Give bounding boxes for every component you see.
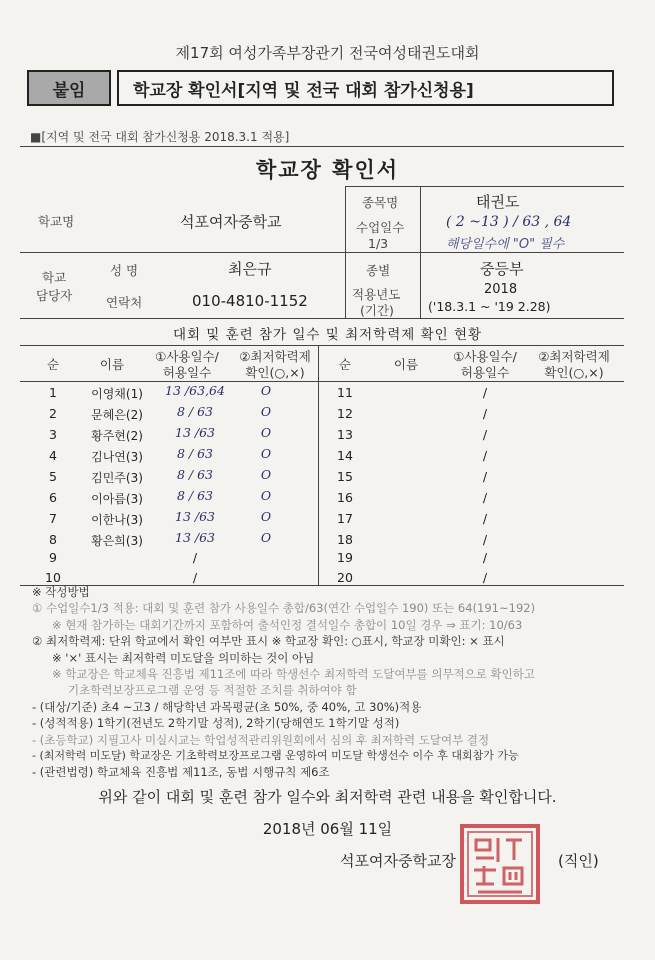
row-check: O: [260, 467, 272, 482]
col-header-no: 순: [338, 357, 352, 372]
issue-date: 2018년 06월 11일: [262, 820, 393, 838]
row-check: O: [260, 509, 272, 524]
row-name: 이아름(3): [91, 492, 143, 506]
row-no: 8: [49, 532, 57, 547]
row-check: O: [260, 446, 272, 461]
note-line: ※ 현재 참가하는 대회기간까지 포함하여 출석인정 결석일수 총합이 10일 경우 ⇒ 표기: 10/63: [52, 617, 523, 632]
note-line: - (최저학력 미도달) 학교장은 기초학력보장프로그램 운영하여 미도달 학생선수 이수 후 대회참가 가능: [32, 749, 519, 763]
row-name: 황주현(2): [91, 429, 143, 443]
form-title: 학교장 확인서: [255, 158, 400, 182]
row-no: 1: [49, 385, 57, 400]
school-name: 석포여자중학교: [180, 213, 282, 231]
year-period: ('18.3.1 ~ '19 2.28): [428, 299, 551, 314]
note-line: - (대상/기준) 초4 ~고3 / 해당학년 과목평균(초 50%, 중 40%, 고 30%)적용: [32, 699, 422, 714]
row-name: 이영채(1): [91, 387, 143, 401]
row-name: 문혜은(2): [91, 408, 143, 422]
official-seal-icon: [458, 822, 542, 906]
row-name: 황은희(3): [91, 534, 143, 548]
row-days: /: [482, 511, 488, 526]
contact-label: 연락처: [106, 295, 143, 310]
row-days: /: [192, 570, 198, 585]
note-line: 기초학력보장프로그램 운영 등 적절한 조치를 취하여야 함: [68, 683, 357, 698]
principal-signature: 석포여자중학교장: [340, 852, 456, 870]
row-no: 10: [45, 570, 61, 585]
col-header-days: ①사용일수/: [155, 349, 219, 364]
row-days: 13 /63: [175, 509, 215, 524]
row-no: 20: [337, 570, 353, 585]
writing-instructions: [32, 584, 632, 781]
name-value: 최은규: [228, 260, 272, 278]
note-line: ② 최저학력제: 단위 학교에서 확인 여부만 표시 ※ 학교장 확인: ○표시, 학교장 미확인: × 표시: [32, 634, 505, 649]
row-no: 15: [337, 469, 353, 484]
row-days: /: [482, 406, 488, 421]
row-days: /: [482, 385, 488, 400]
row-no: 6: [49, 490, 57, 505]
col-header-grade-2: 확인(○,×): [245, 365, 305, 380]
confirmation-statement: 위와 같이 대회 및 훈련 참가 일수와 최저학력 관련 내용을 확인합니다.: [98, 788, 557, 806]
row-days: /: [482, 469, 488, 484]
row-days: /: [482, 490, 488, 505]
attachment-tag: 붙임: [27, 70, 111, 106]
rule: [20, 252, 624, 253]
sport-label: 종목명: [362, 195, 399, 210]
note-line: ① 수업일수1/3 적용: 대회 및 훈련 참가 사용일수 총합/63(연간 수업일수 190) 또는 64(191~192): [32, 601, 536, 616]
rule: [20, 345, 624, 346]
note-line: - (초등학교) 지필고사 미실시교는 학업성적관리위원회에서 심의 후 최저학력 도달여부 결정: [32, 732, 490, 747]
event-title: 제17회 여성가족부장관기 전국여성태권도대회: [175, 44, 480, 62]
row-no: 9: [49, 550, 57, 565]
row-no: 11: [337, 385, 353, 400]
col-header-no: 순: [46, 357, 60, 372]
row-name: 김나연(3): [91, 450, 143, 464]
row-days: 8 / 63: [176, 446, 214, 461]
note-line: ※ '×' 표시는 최저학력 미도달을 의미하는 것이 아님: [52, 650, 315, 665]
row-no: 18: [337, 532, 353, 547]
row-days: 13 /63,64: [165, 383, 225, 398]
row-no: 12: [337, 406, 353, 421]
manager-label-2: 담당자: [36, 288, 73, 303]
manager-label: 학교: [42, 270, 67, 285]
row-days: /: [482, 448, 488, 463]
row-days: /: [482, 427, 488, 442]
row-check: O: [260, 425, 272, 440]
row-no: 5: [49, 469, 57, 484]
row-no: 2: [49, 406, 57, 421]
division-label: 종별: [366, 263, 391, 278]
col-header-grade-2: 확인(○,×): [544, 365, 604, 380]
table-title: 대회 및 훈련 참가 일수 및 최저학력제 확인 현황: [172, 327, 483, 343]
rule: [20, 318, 624, 319]
note-line: - (관련법령) 학교체육 진흥법 제11조, 동법 시행규칙 제6조: [32, 765, 330, 780]
form-reference: ■[지역 및 전국 대회 참가신청용 2018.3.1 적용]: [30, 130, 290, 144]
col-header-days-2: 허용일수: [460, 365, 510, 380]
attendance-ratio-label: 1/3: [368, 236, 389, 251]
sport-value: 태권도: [476, 193, 520, 211]
school-label: 학교명: [38, 214, 75, 229]
row-name: 이한나(3): [91, 513, 143, 527]
row-days: 13 /63: [175, 530, 215, 545]
row-check: O: [260, 404, 272, 419]
row-no: 7: [49, 511, 57, 526]
row-no: 19: [337, 550, 353, 565]
document-title: 학교장 확인서[지역 및 전국 대회 참가신청용]: [117, 70, 614, 106]
row-days: /: [192, 550, 198, 565]
row-no: 17: [337, 511, 353, 526]
row-no: 3: [49, 427, 57, 442]
row-no: 4: [49, 448, 57, 463]
col-header-days-2: 허용일수: [162, 365, 212, 380]
rule: [345, 186, 346, 318]
name-label: 성 명: [110, 263, 139, 278]
row-days: 8 / 63: [176, 404, 214, 419]
year-label: 적용년도: [352, 287, 401, 302]
rule: [20, 381, 624, 382]
rule: [318, 345, 319, 585]
rule: [345, 186, 624, 187]
row-days: /: [482, 550, 488, 565]
row-days: /: [482, 532, 488, 547]
col-header-days: ①사용일수/: [453, 349, 517, 364]
row-no: 14: [337, 448, 353, 463]
row-no: 13: [337, 427, 353, 442]
notes-heading: ※ 작성방법: [32, 585, 90, 599]
attendance-label: 수업일수: [356, 220, 405, 235]
note-line: ※ 학교장은 학교체육 진흥법 제11조에 따라 학생선수 최저학력 도달여부를 의무적으로 확인하고: [52, 667, 535, 682]
year-label-2: (기간): [360, 303, 394, 318]
col-header-grade: ②최저학력제: [239, 349, 311, 364]
attendance-value: ( 2 ~13 ) / 63 , 64: [446, 214, 572, 230]
col-header-name: 이름: [393, 357, 419, 372]
col-header-name: 이름: [99, 357, 125, 372]
year-value: 2018: [484, 282, 518, 297]
row-days: 8 / 63: [176, 467, 214, 482]
row-days: 8 / 63: [176, 488, 214, 503]
row-days: /: [482, 570, 488, 585]
row-no: 16: [337, 490, 353, 505]
note-line: - (성적적용) 1학기(전년도 2학기말 성적), 2학기(당해연도 1학기말 성적): [32, 716, 400, 731]
row-check: O: [260, 488, 272, 503]
row-days: 13 /63: [175, 425, 215, 440]
rule-top: [20, 146, 624, 147]
rule: [420, 186, 421, 318]
row-name: 김민주(3): [91, 471, 143, 485]
row-check: O: [260, 530, 272, 545]
attendance-note: 해당일수에 "O" 필수: [446, 237, 565, 252]
row-check: O: [260, 383, 272, 398]
seal-label: (직인): [558, 852, 599, 870]
division-value: 중등부: [480, 260, 524, 278]
col-header-grade: ②최저학력제: [538, 349, 610, 364]
contact-value: 010-4810-1152: [192, 292, 308, 310]
